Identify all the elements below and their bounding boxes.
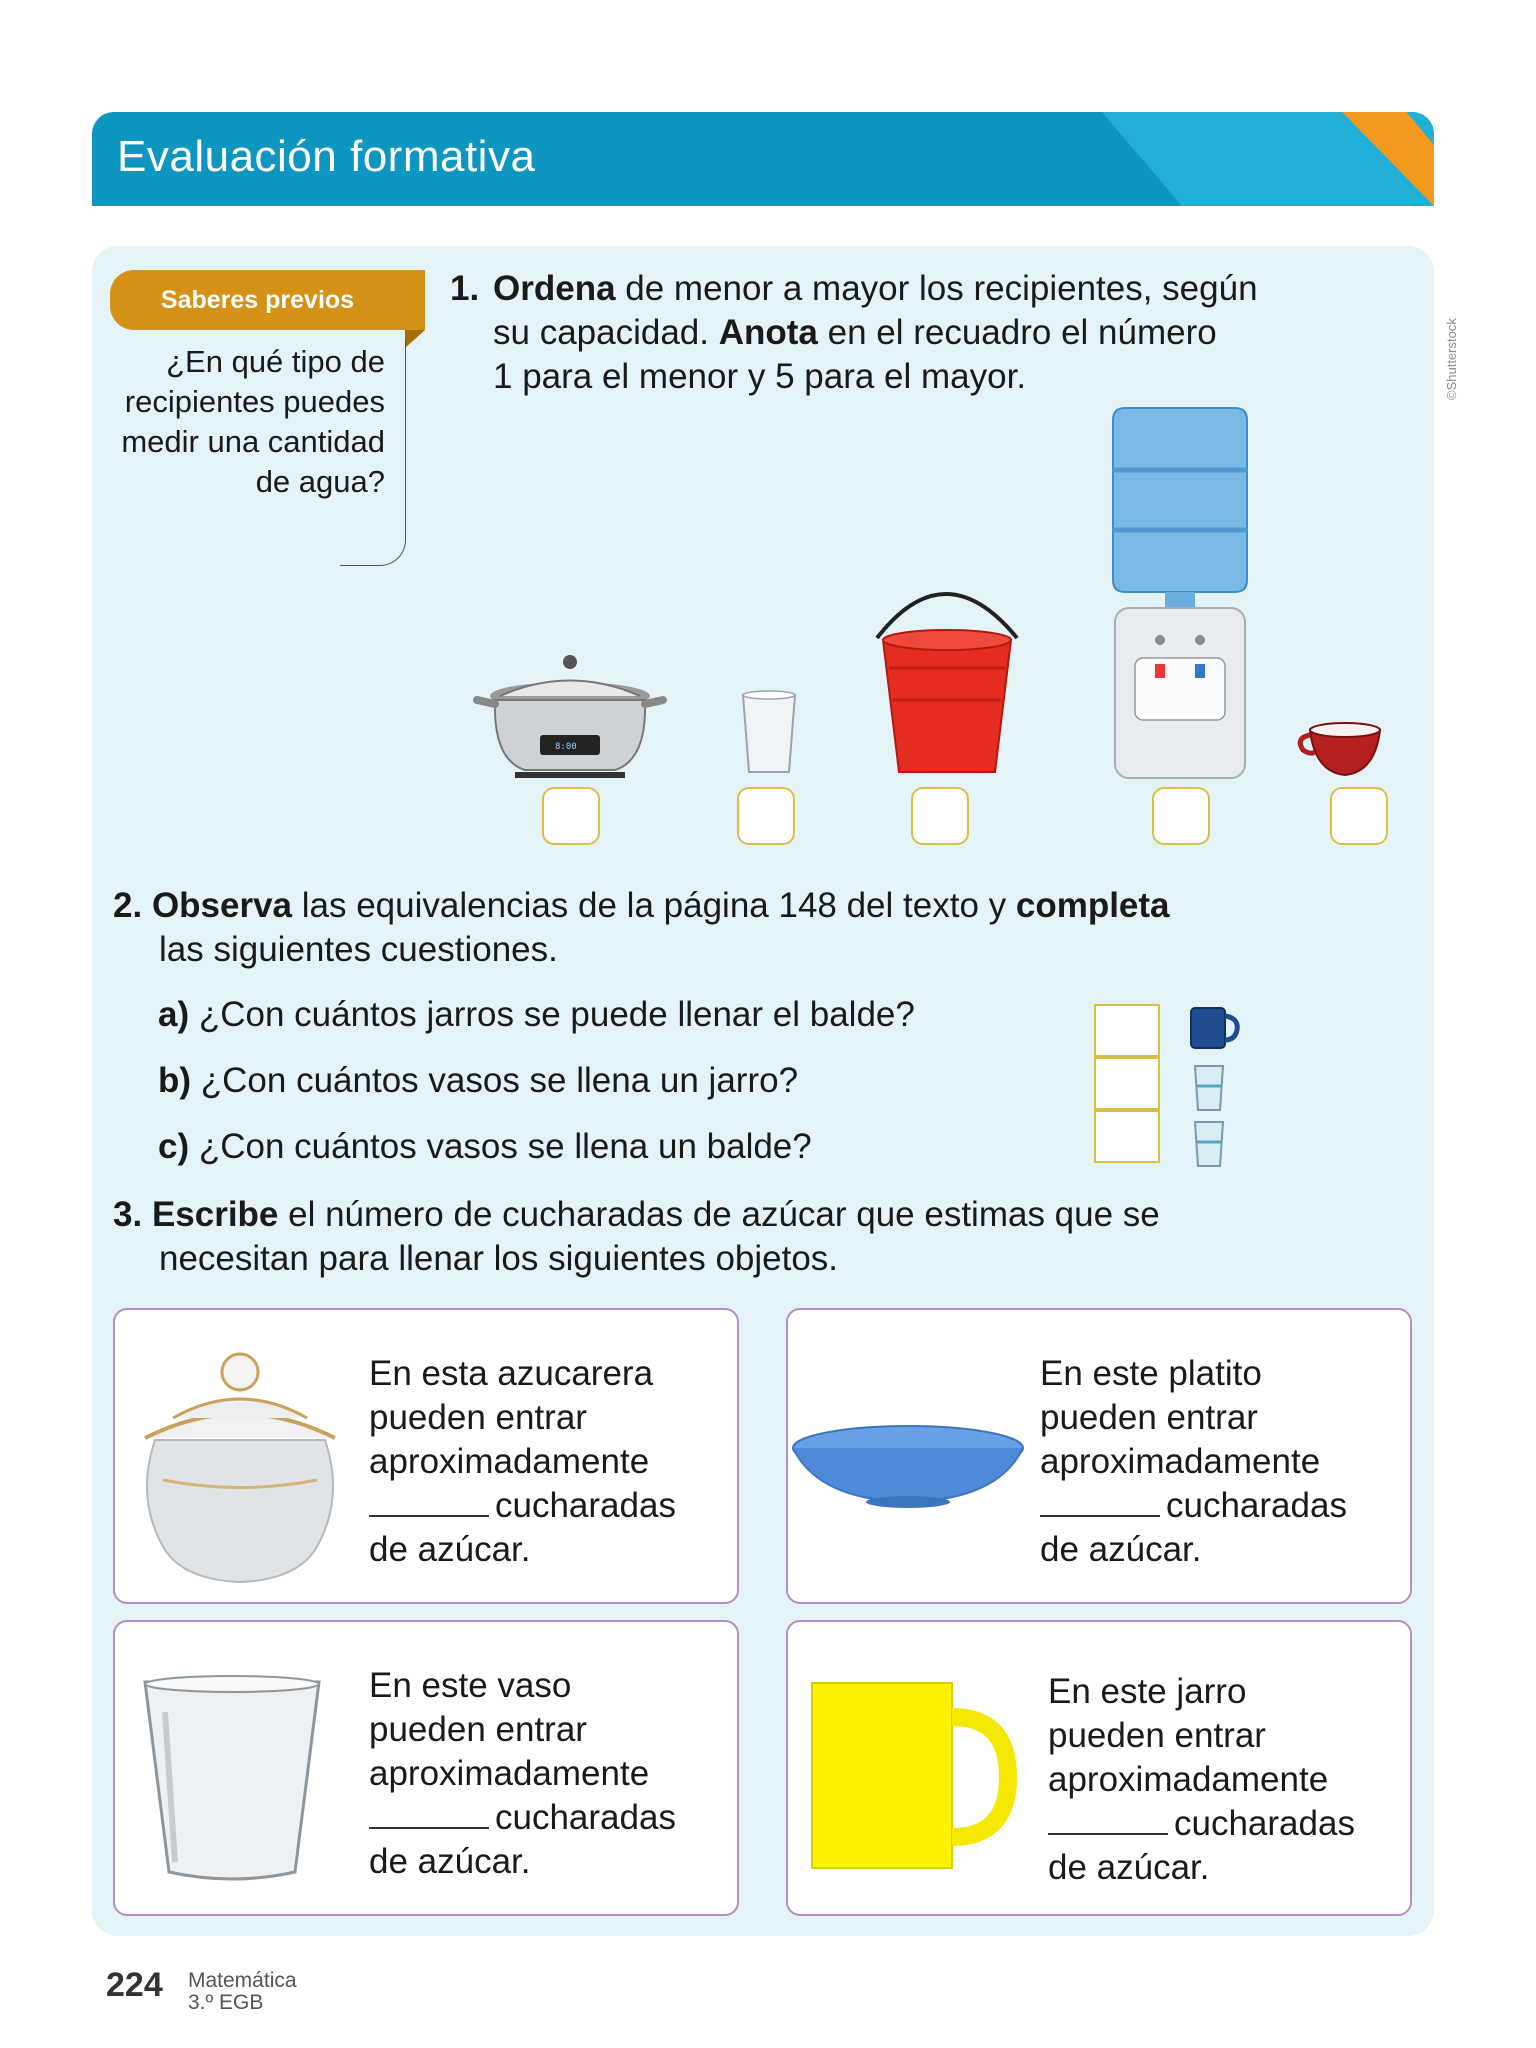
- q1-containers-illustration: [465, 400, 1395, 780]
- answer-blank[interactable]: [369, 1799, 489, 1829]
- card-sugar-bowl: [113, 1308, 739, 1604]
- q2-icons: [1185, 1000, 1255, 1175]
- answer-box-bucket[interactable]: [911, 787, 969, 845]
- card-line-4: cucharadas: [495, 1798, 676, 1837]
- answer-blank[interactable]: [1040, 1487, 1160, 1517]
- footer-subject: [188, 1970, 297, 2014]
- question-2: [113, 884, 1363, 972]
- item-text: ¿Con cuántos vasos se llena un balde?: [189, 1127, 812, 1166]
- page-number: 224: [106, 1966, 163, 2004]
- question-3: [113, 1193, 1363, 1281]
- image-credit: ©Shutterstock: [1444, 318, 1459, 400]
- card-line-5: de azúcar.: [369, 1530, 531, 1569]
- answer-box-slow-cooker[interactable]: [542, 787, 600, 845]
- item-text: ¿Con cuántos jarros se puede llenar el balde?: [189, 995, 915, 1034]
- water-dispenser-icon: [1113, 408, 1247, 778]
- svg-text:8:00: 8:00: [555, 742, 577, 752]
- answer-box-a[interactable]: [1094, 1004, 1160, 1057]
- question-number: 3.: [113, 1195, 143, 1234]
- subject-name: Matemática: [188, 1969, 297, 1992]
- card-line-5: de azúcar.: [1040, 1530, 1202, 1569]
- verb-observa: Observa: [151, 886, 293, 925]
- q1-line-2a: su capacidad.: [493, 313, 719, 352]
- answer-box-b[interactable]: [1094, 1057, 1160, 1110]
- glass-icon: [743, 691, 795, 772]
- page-title: Evaluación formativa: [117, 132, 536, 181]
- card-line-4: cucharadas: [1174, 1804, 1355, 1843]
- grade-level: 3.º EGB: [188, 1991, 264, 2014]
- glass-icon: [1195, 1122, 1223, 1166]
- q2-text-2: las siguientes cuestiones.: [159, 930, 558, 969]
- q2-item-c: [158, 1125, 812, 1169]
- verb-escribe: Escribe: [151, 1195, 279, 1234]
- item-label: c): [158, 1127, 190, 1166]
- card-line-4: cucharadas: [495, 1486, 676, 1525]
- answer-blank[interactable]: [1048, 1805, 1168, 1835]
- card-text: [369, 1664, 676, 1884]
- card-line-1: En esta azucarera: [369, 1354, 654, 1393]
- q2-item-a: [158, 993, 915, 1037]
- card-line-3: aproximadamente: [1040, 1442, 1321, 1481]
- item-label: a): [158, 995, 190, 1034]
- verb-completa: completa: [1015, 886, 1170, 925]
- glass-icon: [1195, 1066, 1223, 1110]
- card-text: [369, 1352, 676, 1572]
- card-line-2: pueden entrar: [1040, 1398, 1258, 1437]
- card-text: [1040, 1352, 1347, 1572]
- answer-box-dispenser[interactable]: [1152, 787, 1210, 845]
- item-text: ¿Con cuántos vasos se llena un jarro?: [191, 1061, 799, 1100]
- card-line-4: cucharadas: [1166, 1486, 1347, 1525]
- card-line-3: aproximadamente: [369, 1754, 650, 1793]
- sugar-bowl-icon: [125, 1330, 355, 1590]
- verb-ordena: Ordena: [493, 269, 616, 308]
- answer-blank[interactable]: [369, 1487, 489, 1517]
- card-line-1: En este jarro: [1048, 1672, 1247, 1711]
- card-line-5: de azúcar.: [1048, 1848, 1210, 1887]
- clear-glass-icon: [135, 1672, 335, 1892]
- q1-line-2b: en el recuadro el número: [817, 313, 1217, 352]
- dua-subtitle: Acción y expresión: [1115, 48, 1355, 78]
- red-bucket-icon: [877, 594, 1017, 772]
- header-banner: [92, 112, 1434, 206]
- saberes-previos-question: ¿En qué tipo de recipientes puedes medir una cantidad de agua?: [121, 344, 385, 499]
- q1-line-3: 1 para el menor y 5 para el mayor.: [493, 357, 1027, 396]
- card-line-3: aproximadamente: [1048, 1760, 1329, 1799]
- card-line-3: aproximadamente: [369, 1442, 650, 1481]
- card-plate: [786, 1308, 1412, 1604]
- mug-icon: [1191, 1008, 1237, 1048]
- q2-item-b: [158, 1059, 798, 1103]
- dua-label: [1110, 14, 1360, 79]
- q3-text-1: el número de cucharadas de azúcar que estimas que se: [278, 1195, 1160, 1234]
- slow-cooker-icon: [477, 655, 663, 778]
- question-number: 1.: [450, 269, 480, 308]
- saberes-previos-tag: Saberes previos: [110, 270, 425, 330]
- verb-anota: Anota: [718, 313, 818, 352]
- red-cup-icon: [1300, 723, 1380, 775]
- answer-box-cup[interactable]: [1330, 787, 1388, 845]
- dua-title: DUA: [1202, 14, 1268, 47]
- yellow-mug-icon: [808, 1677, 1018, 1877]
- answer-box-c[interactable]: [1094, 1110, 1160, 1163]
- card-glass: [113, 1620, 739, 1916]
- card-line-2: pueden entrar: [1048, 1716, 1266, 1755]
- answer-box-glass[interactable]: [737, 787, 795, 845]
- card-line-1: En este platito: [1040, 1354, 1262, 1393]
- q1-line-1: de menor a mayor los recipientes, según: [615, 269, 1258, 308]
- card-line-1: En este vaso: [369, 1666, 572, 1705]
- blue-bowl-icon: [788, 1420, 1028, 1520]
- question-number: 2.: [113, 886, 143, 925]
- card-line-2: pueden entrar: [369, 1398, 587, 1437]
- q2-text-1: las equivalencias de la página 148 del texto y: [292, 886, 1016, 925]
- card-line-2: pueden entrar: [369, 1710, 587, 1749]
- item-label: b): [158, 1061, 192, 1100]
- card-line-5: de azúcar.: [369, 1842, 531, 1881]
- card-text: [1048, 1670, 1355, 1890]
- q3-text-2: necesitan para llenar los siguientes objetos.: [159, 1239, 839, 1278]
- card-mug: [786, 1620, 1412, 1916]
